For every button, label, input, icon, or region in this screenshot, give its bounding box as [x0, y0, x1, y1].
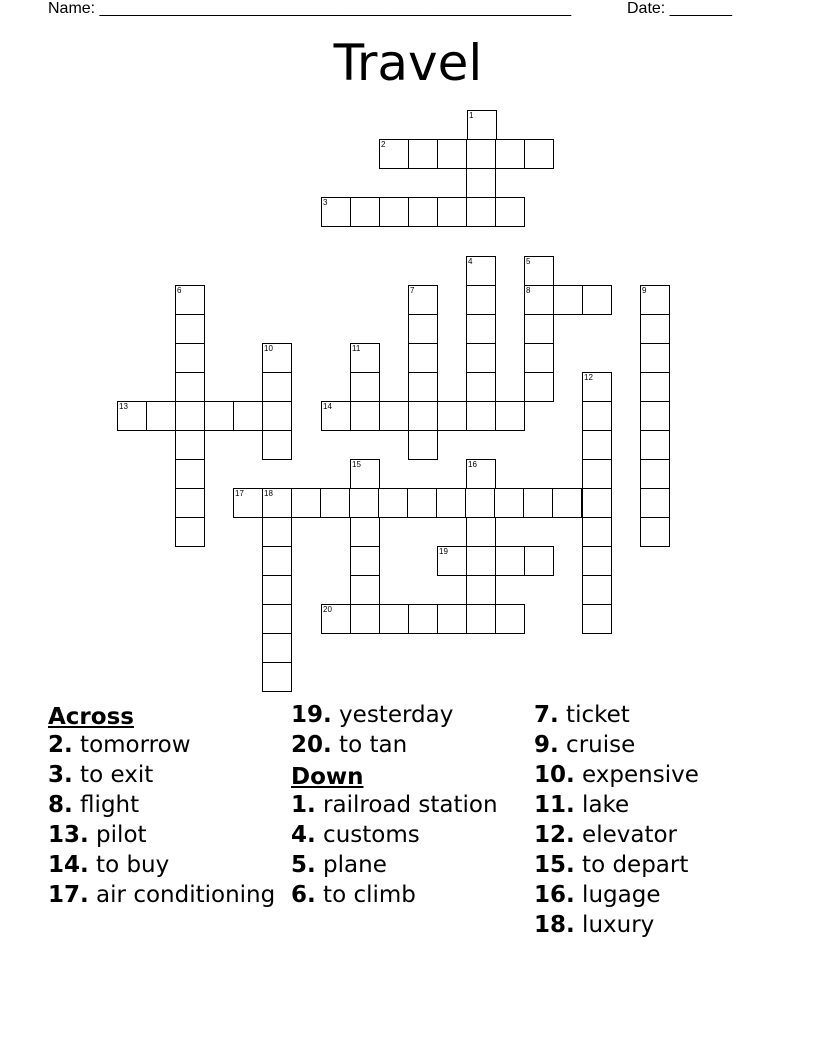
clue-text: yesterday: [331, 702, 454, 728]
clue-number: 20.: [291, 732, 332, 758]
cell-number: 10: [264, 344, 273, 353]
name-line: Name: _____________________________________________________: [48, 0, 572, 17]
grid-cell[interactable]: [582, 575, 612, 605]
grid-cell[interactable]: [321, 197, 351, 227]
clue-item: [291, 852, 521, 878]
clue-text: cruise: [558, 732, 636, 758]
grid-cell[interactable]: [582, 488, 612, 518]
cell-number: 1: [469, 111, 474, 120]
down-heading: Down: [291, 764, 364, 790]
grid-cell[interactable]: [378, 488, 408, 518]
grid-cell[interactable]: [350, 197, 380, 227]
cell-number: 19: [439, 547, 448, 556]
cell-number: 7: [410, 286, 415, 295]
grid-cell[interactable]: [262, 517, 292, 547]
clue-number: 19.: [291, 702, 332, 728]
grid-cell[interactable]: [640, 314, 670, 344]
grid-cell[interactable]: [175, 517, 205, 547]
clue-number: 17.: [48, 882, 89, 908]
clue-text: pilot: [88, 822, 147, 848]
clue-number: 9.: [534, 732, 559, 758]
grid-cell[interactable]: [350, 401, 380, 431]
grid-cell[interactable]: [175, 285, 205, 315]
grid-cell[interactable]: [466, 256, 496, 286]
grid-cell[interactable]: [582, 372, 612, 402]
clue-item: [534, 822, 764, 848]
cell-number: 6: [177, 286, 182, 295]
grid-cell[interactable]: [350, 372, 380, 402]
grid-cell[interactable]: [437, 401, 467, 431]
grid-cell[interactable]: [320, 488, 350, 518]
grid-cell[interactable]: [379, 139, 409, 169]
grid-cell[interactable]: [466, 285, 496, 315]
grid-cell[interactable]: [408, 343, 438, 373]
grid-cell[interactable]: [640, 285, 670, 315]
grid-cell[interactable]: [175, 459, 205, 489]
grid-cell[interactable]: [262, 430, 292, 460]
grid-cell[interactable]: [495, 401, 525, 431]
grid-cell[interactable]: [524, 314, 554, 344]
cell-number: 15: [352, 460, 361, 469]
grid-cell[interactable]: [466, 604, 496, 634]
clue-text: ticket: [558, 702, 630, 728]
grid-cell[interactable]: [233, 401, 263, 431]
grid-cell[interactable]: [175, 372, 205, 402]
clue-text: customs: [315, 822, 420, 848]
clue-text: lake: [574, 792, 630, 818]
clue-number: 7.: [534, 702, 559, 728]
grid-cell[interactable]: [524, 372, 554, 402]
grid-cell[interactable]: [321, 401, 351, 431]
across-heading: Across: [48, 704, 134, 730]
cell-number: 14: [323, 402, 332, 411]
grid-cell[interactable]: [350, 459, 380, 489]
grid-cell[interactable]: [524, 256, 554, 286]
clue-number: 4.: [291, 822, 316, 848]
clue-item: [291, 822, 521, 848]
grid-cell[interactable]: [117, 401, 147, 431]
grid-cell[interactable]: [436, 488, 466, 518]
grid-cell[interactable]: [495, 604, 525, 634]
clue-number: 15.: [534, 852, 575, 878]
grid-cell[interactable]: [465, 488, 495, 518]
grid-cell[interactable]: [379, 197, 409, 227]
grid-cell[interactable]: [640, 372, 670, 402]
grid-cell[interactable]: [523, 488, 553, 518]
clue-text: expensive: [574, 762, 699, 788]
grid-cell[interactable]: [466, 139, 496, 169]
grid-cell[interactable]: [466, 459, 496, 489]
grid-cell[interactable]: [262, 372, 292, 402]
grid-cell[interactable]: [175, 314, 205, 344]
cell-number: 3: [323, 198, 328, 207]
grid-cell[interactable]: [582, 459, 612, 489]
cell-number: 17: [235, 489, 244, 498]
grid-cell[interactable]: [408, 401, 438, 431]
clue-text: to exit: [72, 762, 154, 788]
grid-cell[interactable]: [262, 343, 292, 373]
grid-cell[interactable]: [640, 459, 670, 489]
grid-cell[interactable]: [524, 285, 554, 315]
grid-cell[interactable]: [437, 604, 467, 634]
date-line: Date: _______: [627, 0, 732, 17]
grid-cell[interactable]: [466, 197, 496, 227]
cell-number: 18: [264, 489, 273, 498]
clue-text: to tan: [331, 732, 408, 758]
grid-cell[interactable]: [262, 633, 292, 663]
grid-cell[interactable]: [437, 139, 467, 169]
clue-item: [48, 792, 278, 818]
grid-cell[interactable]: [379, 604, 409, 634]
grid-cell[interactable]: [379, 401, 409, 431]
clue-number: 11.: [534, 792, 575, 818]
clue-item: [534, 912, 764, 938]
grid-cell[interactable]: [466, 401, 496, 431]
grid-cell[interactable]: [291, 488, 321, 518]
clue-item: [48, 852, 278, 878]
grid-cell[interactable]: [495, 139, 525, 169]
clue-text: to climb: [315, 882, 416, 908]
grid-cell[interactable]: [262, 662, 292, 692]
grid-cell[interactable]: [582, 517, 612, 547]
grid-cell[interactable]: [437, 546, 467, 576]
clue-item: [291, 882, 521, 908]
grid-cell[interactable]: [582, 546, 612, 576]
clue-item: [48, 732, 278, 758]
grid-cell[interactable]: [640, 343, 670, 373]
clue-text: air conditioning: [88, 882, 276, 908]
grid-cell[interactable]: [408, 197, 438, 227]
cell-number: 16: [468, 460, 477, 469]
clue-number: 1.: [291, 792, 316, 818]
clue-text: to buy: [88, 852, 170, 878]
clue-number: 10.: [534, 762, 575, 788]
clue-text: elevator: [574, 822, 678, 848]
clue-number: 13.: [48, 822, 89, 848]
cell-number: 8: [526, 286, 531, 295]
clue-column-1: [48, 702, 278, 912]
grid-cell[interactable]: [640, 488, 670, 518]
grid-cell[interactable]: [408, 430, 438, 460]
grid-cell[interactable]: [350, 343, 380, 373]
clue-item: [48, 822, 278, 848]
grid-cell[interactable]: [582, 401, 612, 431]
clue-text: to depart: [574, 852, 689, 878]
clue-number: 18.: [534, 912, 575, 938]
grid-cell[interactable]: [408, 314, 438, 344]
grid-cell[interactable]: [350, 517, 380, 547]
grid-cell[interactable]: [349, 488, 379, 518]
clue-number: 6.: [291, 882, 316, 908]
cell-number: 5: [526, 257, 531, 266]
grid-cell[interactable]: [175, 401, 205, 431]
grid-cell[interactable]: [495, 546, 525, 576]
grid-cell[interactable]: [467, 110, 497, 140]
grid-cell[interactable]: [407, 488, 437, 518]
cell-number: 12: [584, 373, 593, 382]
grid-cell[interactable]: [262, 604, 292, 634]
clue-item: [291, 732, 521, 758]
cell-number: 20: [323, 605, 332, 614]
grid-cell[interactable]: [233, 488, 263, 518]
clue-text: lugage: [574, 882, 661, 908]
grid-cell[interactable]: [640, 401, 670, 431]
clue-number: 8.: [48, 792, 73, 818]
clue-item: [291, 702, 521, 728]
clue-item: [291, 792, 521, 818]
clue-number: 3.: [48, 762, 73, 788]
grid-cell[interactable]: [350, 575, 380, 605]
clue-item: [534, 852, 764, 878]
grid-cell[interactable]: [408, 372, 438, 402]
grid-cell[interactable]: [466, 546, 496, 576]
clue-number: 16.: [534, 882, 575, 908]
grid-cell[interactable]: [350, 546, 380, 576]
grid-cell[interactable]: [408, 139, 438, 169]
clue-text: railroad station: [315, 792, 498, 818]
grid-cell[interactable]: [321, 604, 351, 634]
grid-cell[interactable]: [494, 488, 524, 518]
grid-cell[interactable]: [262, 546, 292, 576]
grid-cell[interactable]: [640, 517, 670, 547]
clue-item: [48, 882, 278, 908]
clue-text: plane: [315, 852, 387, 878]
grid-cell[interactable]: [175, 343, 205, 373]
page-title: Travel: [333, 34, 483, 92]
clue-text: luxury: [574, 912, 655, 938]
grid-cell[interactable]: [408, 604, 438, 634]
cell-number: 13: [119, 402, 128, 411]
clue-number: 5.: [291, 852, 316, 878]
cell-number: 4: [468, 257, 473, 266]
grid-cell[interactable]: [552, 488, 582, 518]
clue-column-2: [291, 702, 521, 912]
grid-cell[interactable]: [524, 139, 554, 169]
cell-number: 11: [352, 344, 361, 353]
grid-cell[interactable]: [466, 575, 496, 605]
clue-item: [534, 702, 764, 728]
grid-cell[interactable]: [640, 430, 670, 460]
grid-cell[interactable]: [466, 168, 496, 198]
grid-cell[interactable]: [466, 314, 496, 344]
grid-cell[interactable]: [437, 197, 467, 227]
grid-cell[interactable]: [175, 488, 205, 518]
grid-cell[interactable]: [204, 401, 234, 431]
grid-cell[interactable]: [262, 401, 292, 431]
grid-cell[interactable]: [582, 604, 612, 634]
grid-cell[interactable]: [466, 372, 496, 402]
grid-cell[interactable]: [495, 197, 525, 227]
clue-number: 12.: [534, 822, 575, 848]
clue-text: flight: [72, 792, 140, 818]
grid-cell[interactable]: [582, 285, 612, 315]
clue-text: tomorrow: [72, 732, 191, 758]
grid-cell[interactable]: [175, 430, 205, 460]
grid-cell[interactable]: [553, 285, 583, 315]
grid-cell[interactable]: [350, 604, 380, 634]
grid-cell[interactable]: [582, 430, 612, 460]
grid-cell[interactable]: [262, 488, 292, 518]
grid-cell[interactable]: [466, 343, 496, 373]
cell-number: 9: [642, 286, 647, 295]
clue-item: [534, 882, 764, 908]
grid-cell[interactable]: [408, 285, 438, 315]
grid-cell[interactable]: [524, 546, 554, 576]
clue-column-3: [534, 702, 764, 942]
grid-cell[interactable]: [262, 575, 292, 605]
clue-number: 2.: [48, 732, 73, 758]
grid-cell[interactable]: [466, 517, 496, 547]
clue-item: [534, 762, 764, 788]
grid-cell[interactable]: [524, 343, 554, 373]
grid-cell[interactable]: [146, 401, 176, 431]
clue-item: [534, 732, 764, 758]
cell-number: 2: [381, 140, 386, 149]
clue-item: [534, 792, 764, 818]
clue-item: [48, 762, 278, 788]
clue-number: 14.: [48, 852, 89, 878]
